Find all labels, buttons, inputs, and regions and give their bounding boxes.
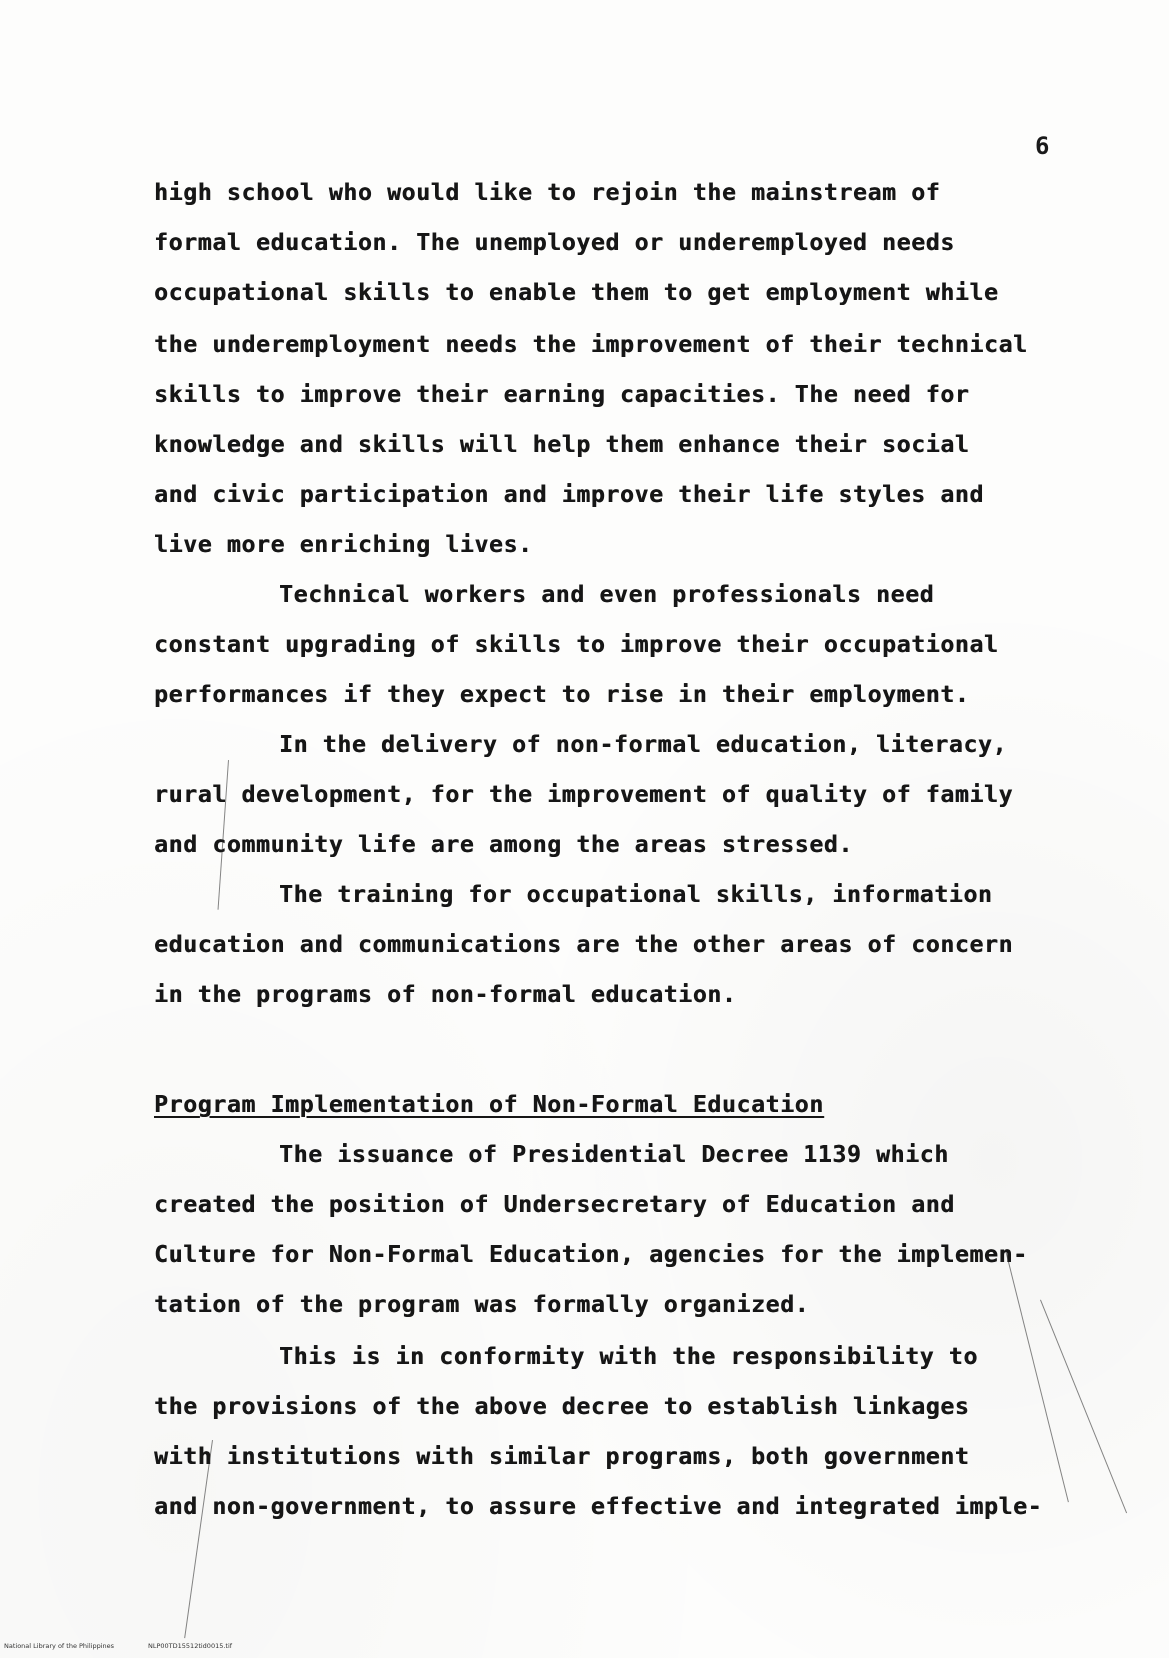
text-line-12: In the delivery of non-formal education, literacy, xyxy=(279,731,1008,758)
text-line-16: education and communications are the other areas of concern xyxy=(154,931,1014,958)
text-line-2: formal education. The unemployed or underemployed needs xyxy=(154,229,955,256)
footer-library-name: National Library of the Philippines xyxy=(4,1642,115,1650)
text-line-4: the underemployment needs the improvement of their technical xyxy=(154,331,1028,358)
text-line-22: tation of the program was formally organized. xyxy=(154,1291,810,1318)
footer-file-id: NLP00TD15512tid0015.tif xyxy=(148,1642,233,1650)
page-number: 6 xyxy=(1035,132,1050,160)
text-line-15: The training for occupational skills, information xyxy=(279,881,993,908)
scan-scratch xyxy=(1005,1250,1069,1503)
text-line-8: live more enriching lives. xyxy=(154,531,533,558)
scan-scratch xyxy=(1040,1300,1127,1514)
section-heading: Program Implementation of Non-Formal Education xyxy=(154,1091,824,1118)
text-line-14: and community life are among the areas stressed. xyxy=(154,831,853,858)
text-line-3: occupational skills to enable them to get employment while xyxy=(154,279,999,306)
text-line-1: high school who would like to rejoin the mainstream of xyxy=(154,179,941,206)
text-line-13: rural development, for the improvement of quality of family xyxy=(154,781,1014,808)
text-line-5: skills to improve their earning capacities. The need for xyxy=(154,381,970,408)
text-line-26: and non-government, to assure effective and integrated imple- xyxy=(154,1493,1043,1520)
text-line-24: the provisions of the above decree to establish linkages xyxy=(154,1393,970,1420)
text-line-23: This is in conformity with the responsibility to xyxy=(279,1343,978,1370)
text-line-17: in the programs of non-formal education. xyxy=(154,981,737,1008)
text-line-11: performances if they expect to rise in their employment. xyxy=(154,681,970,708)
text-line-25: with institutions with similar programs, both government xyxy=(154,1443,970,1470)
text-line-19: The issuance of Presidential Decree 1139 which xyxy=(279,1141,949,1168)
text-line-10: constant upgrading of skills to improve their occupational xyxy=(154,631,999,658)
text-line-9: Technical workers and even professionals need xyxy=(279,581,935,608)
text-line-7: and civic participation and improve their life styles and xyxy=(154,481,984,508)
text-line-20: created the position of Undersecretary of Education and xyxy=(154,1191,955,1218)
text-line-6: knowledge and skills will help them enhance their social xyxy=(154,431,970,458)
text-line-21: Culture for Non-Formal Education, agencies for the implemen- xyxy=(154,1241,1028,1268)
